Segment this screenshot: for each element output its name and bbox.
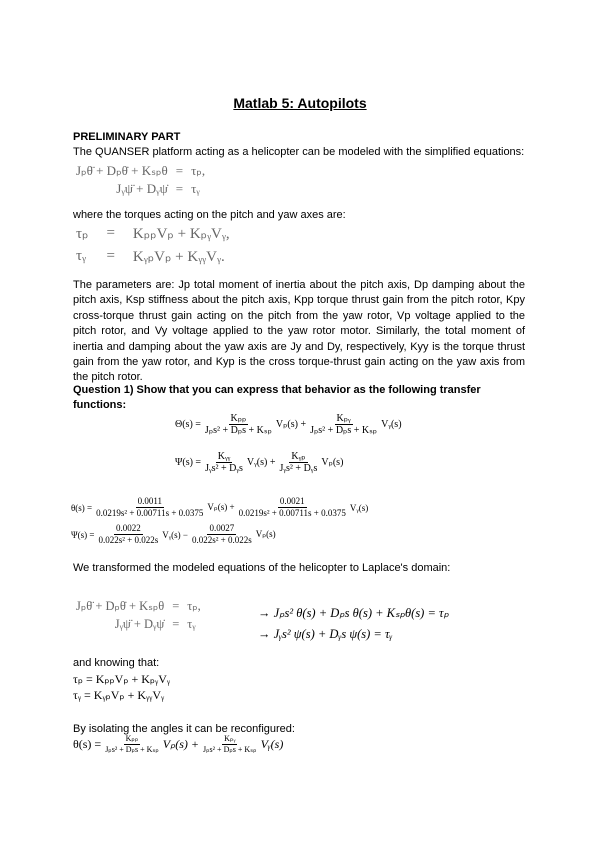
tf-num-psi-lhs: Ψ(s) =: [71, 529, 95, 540]
tf-sym-psi-v1: Vᵧ(s) +: [246, 457, 276, 469]
question-1: Question 1) Show that you can express that behavior as the following transfer functions:: [73, 384, 481, 412]
laplace-left-1-lhs: Jₚθ̈ + Dₚθ̇ + Kₛₚθ: [76, 599, 165, 613]
tf-sym-theta-den-1: Jₚs² + Dₚs + Kₛₚ: [204, 425, 272, 436]
final-eq-v1: Vₚ(s) +: [162, 736, 199, 751]
tf-numeric-psi: [71, 524, 276, 545]
isolating-text: By isolating the angles it can be reconfigured:: [73, 723, 295, 735]
knowing-eq-2: τᵧ = KᵧₚVₚ + KᵧᵧVᵧ: [73, 688, 165, 702]
tf-sym-psi-den-1: Jᵧs² + Dᵧs: [205, 463, 243, 474]
laplace-left-equations: [76, 598, 201, 632]
torque-eq-1-lhs: τₚ: [76, 226, 89, 242]
tf-sym-theta-num-2: Kₚᵧ: [336, 413, 351, 424]
tf-sym-theta-lhs: Θ(s) =: [175, 419, 201, 431]
parameters-paragraph: The parameters are: Jp total moment of inertia about the pitch axis, Dp damping about the pitch axis, Ksp stiffness about the pitch axis, Kpp torque thrust gain from the pitch rotor, Kpy cross-torque thrust gain acting on the pitch from the yaw rotor, Vp voltage applied to the pitch rotor, and Vy voltage applied to the yaw rotor motor. Similarly, the total moment of inertia and damping about the yaw axis are Jy and Dy, respectively, Kyy is the torque thrust gain from the yaw rotor, and Kyp is the cross torque-thrust gain acting on the yaw axis from the pitch rotor.: [73, 279, 525, 384]
tf-sym-theta-v1: Vₚ(s) +: [275, 419, 307, 431]
tf-symbolic-theta: [175, 413, 402, 437]
tf-sym-psi-frac-2: [278, 451, 320, 475]
final-eq-den-2: Jₚs² + Dₚs + Kₛₚ: [203, 744, 257, 754]
laplace-right-equations: [258, 603, 449, 645]
tf-num-psi-num-1: 0.0022: [115, 523, 141, 533]
tf-sym-psi-lhs: Ψ(s) =: [175, 457, 202, 469]
tf-num-psi-den-2: 0.022s² + 0.022s: [191, 534, 252, 545]
tf-num-psi-num-2: 0.0027: [209, 523, 235, 533]
tf-num-psi-frac-1: [96, 524, 160, 545]
tf-sym-psi-v2: Vₚ(s): [321, 457, 344, 469]
torque-eq-2-rhs: KᵧₚVₚ + KᵧᵧVᵧ.: [132, 249, 225, 265]
final-eq-frac-1: [103, 735, 161, 754]
final-eq-num-2: Kₚᵧ: [224, 734, 236, 743]
laplace-right-2: → Jᵧs² ψ(s) + Dᵧs ψ(s) = τᵧ: [258, 627, 393, 641]
tf-sym-theta-v2: Vᵧ(s): [381, 419, 402, 431]
torque-equations: [76, 224, 230, 266]
laplace-left-2-lhs: Jᵧψ̈ + Dᵧψ̇: [114, 617, 165, 631]
torque-eq-2-op: =: [106, 248, 115, 264]
final-equation: [73, 735, 283, 754]
model-eq-2-lhs: Jᵧψ̈ + Dᵧψ̇: [116, 181, 168, 196]
laplace-left-1-rhs: τₚ,: [187, 599, 201, 613]
final-eq-v2: Vᵧ(s): [260, 736, 284, 751]
tf-num-theta-v2: Vᵧ(s): [349, 502, 369, 513]
tf-num-theta-den-2: 0.0219s² + 0.00711s + 0.0375: [238, 507, 346, 518]
tf-sym-theta-den-2: Jₚs² + Dₚs + Kₛₚ: [310, 425, 378, 436]
tf-sym-psi-num-2: Kᵧₚ: [291, 451, 306, 462]
laplace-left-2-op: =: [172, 617, 180, 631]
knowing-equations: [73, 671, 170, 703]
tf-num-psi-frac-2: [190, 524, 254, 545]
page-title: Matlab 5: Autopilots: [233, 95, 367, 111]
model-eq-1-lhs: Jₚθ̈ + Dₚθ̇ + Kₛₚθ: [76, 163, 168, 178]
tf-sym-psi-num-1: Kᵧᵧ: [217, 451, 231, 462]
intro-text: The QUANSER platform acting as a helicopter can be modeled with the simplified equations:: [73, 146, 525, 158]
final-eq-frac-2: [201, 735, 259, 754]
torque-eq-1-rhs: KₚₚVₚ + KₚᵧVᵧ,: [132, 226, 230, 242]
final-eq-num-1: Kₚₚ: [125, 734, 139, 743]
torques-intro: where the torques acting on the pitch and yaw axes are:: [73, 209, 346, 221]
tf-num-psi-v1: Vᵧ(s) −: [162, 529, 188, 540]
tf-num-theta-den-1: 0.0219s² + 0.00711s + 0.0375: [96, 507, 204, 518]
preliminary-heading: PRELIMINARY PART: [73, 131, 181, 143]
model-eq-2-rhs: τᵧ: [191, 181, 200, 196]
torque-eq-2-lhs: τᵧ: [76, 248, 87, 264]
tf-symbolic-psi: [175, 451, 343, 475]
tf-num-theta-num-2: 0.0021: [279, 496, 305, 506]
laplace-left-1-op: =: [172, 598, 180, 613]
knowing-text: and knowing that:: [73, 657, 160, 669]
tf-num-theta-num-1: 0.0011: [137, 496, 162, 506]
tf-numeric-theta: [71, 497, 368, 518]
final-eq-lhs: θ(s) =: [73, 736, 102, 751]
laplace-right-1: → Jₚs² θ(s) + Dₚs θ(s) + Kₛₚθ(s) = τₚ: [258, 606, 449, 620]
tf-num-theta-lhs: θ(s) =: [71, 502, 93, 513]
model-equations: [76, 163, 205, 197]
tf-sym-theta-frac-2: [308, 413, 379, 437]
model-eq-1-rhs: τₚ,: [191, 163, 206, 178]
tf-sym-psi-frac-1: [203, 451, 245, 475]
tf-num-theta-frac-1: [94, 497, 205, 518]
model-eq-1-op: =: [175, 163, 184, 178]
tf-num-theta-v1: Vₚ(s) +: [207, 502, 235, 513]
tf-num-psi-den-1: 0.022s² + 0.022s: [98, 534, 159, 545]
tf-sym-theta-num-1: Kₚₚ: [230, 413, 247, 424]
tf-num-psi-v2: Vₚ(s): [255, 529, 276, 540]
tf-num-theta-frac-2: [237, 497, 348, 518]
laplace-intro: We transformed the modeled equations of the helicopter to Laplace's domain:: [73, 562, 451, 574]
model-eq-2-op: =: [175, 181, 184, 196]
tf-sym-psi-den-2: Jᵧs² + Dᵧs: [279, 463, 318, 474]
laplace-left-2-rhs: τᵧ: [187, 617, 196, 631]
tf-sym-theta-frac-1: [203, 413, 274, 437]
torque-eq-1-op: =: [106, 225, 115, 241]
knowing-eq-1: τₚ = KₚₚVₚ + KₚᵧVᵧ: [73, 672, 171, 686]
final-eq-den-1: Jₚs² + Dₚs + Kₛₚ: [105, 744, 159, 754]
